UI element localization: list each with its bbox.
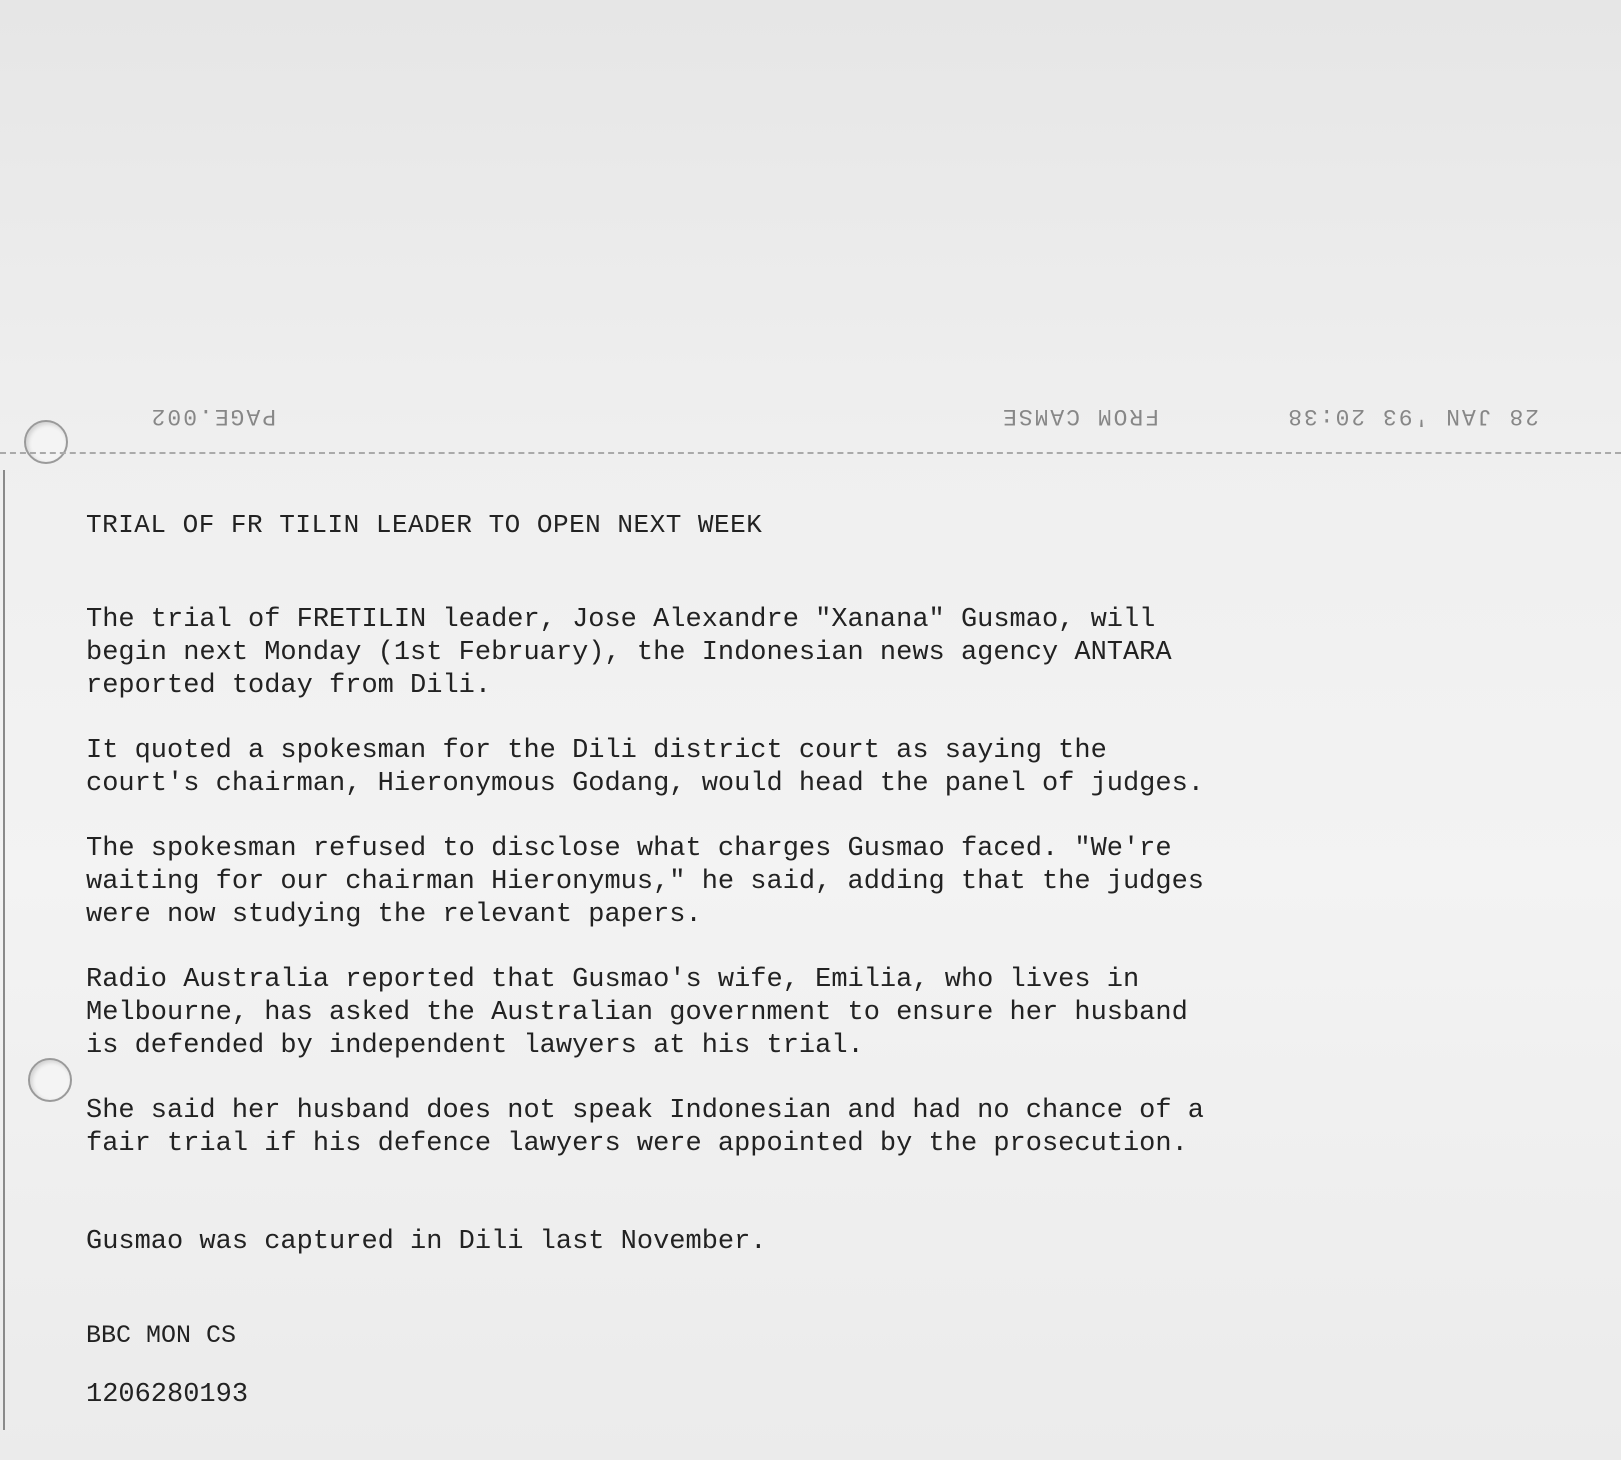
punch-hole-bottom	[28, 1058, 72, 1102]
source-tag: BBC MON CS	[86, 1321, 237, 1350]
headline: TRIAL OF FR TILIN LEADER TO OPEN NEXT WEEK	[86, 510, 763, 540]
paragraph: The trial of FRETILIN leader, Jose Alexandre "Xanana" Gusmao, will begin next Monday (1st February), the Indonesian news agency ANTARA reported today from Dili.	[86, 605, 1172, 701]
fax-page-number: PAGE.002	[149, 403, 276, 429]
article	[86, 510, 1386, 1410]
paper-edge	[3, 470, 5, 1430]
tear-line	[0, 452, 1621, 454]
paragraph: She said her husband does not speak Indonesian and had no chance of a fair trial if his defence lawyers were appointed by the prosecution.	[86, 1096, 1204, 1159]
fax-datetime: 28 JAN '93 20:38	[1286, 403, 1539, 429]
paragraph: It quoted a spokesman for the Dili district court as saying the court's chairman, Hieronymous Godang, would head the panel of judges.	[86, 736, 1204, 799]
paragraph: The spokesman refused to disclose what charges Gusmao faced. "We're waiting for our chairman Hieronymus," he said, adding that the judges were now studying the relevant papers.	[86, 834, 1204, 930]
closing-line: Gusmao was captured in Dili last November.	[86, 1227, 767, 1257]
fax-header-mirrored	[0, 395, 1621, 435]
paragraph: Radio Australia reported that Gusmao's wife, Emilia, who lives in Melbourne, has asked the Australian government to ensure her husband is defended by independent lawyers at his trial.	[86, 965, 1188, 1061]
reference-code: 1206280193	[86, 1380, 249, 1410]
fax-from: FROM CAMSE	[1000, 403, 1159, 429]
